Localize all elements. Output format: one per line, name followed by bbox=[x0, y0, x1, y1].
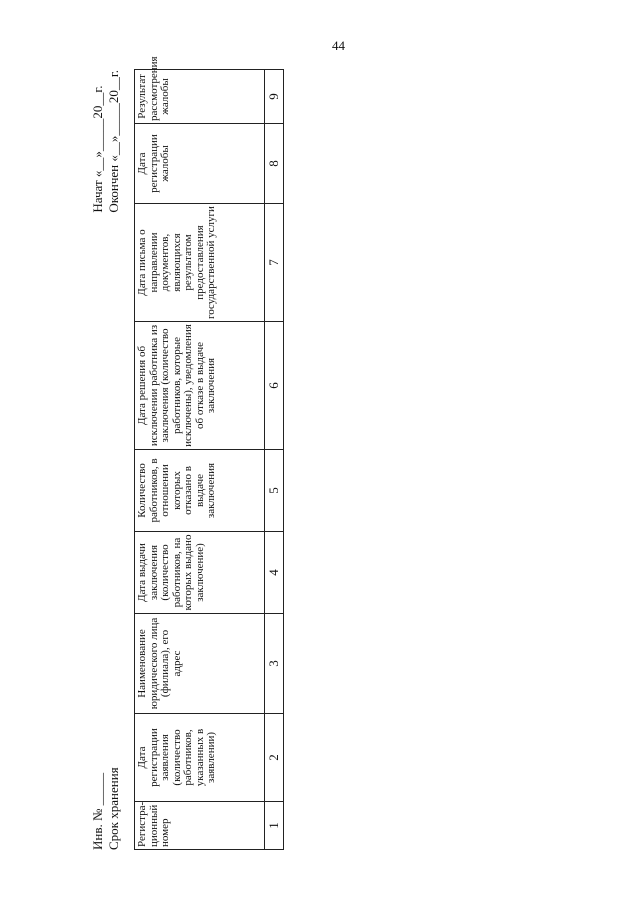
page-number: 44 bbox=[332, 38, 345, 53]
header-row bbox=[135, 70, 265, 850]
column-number: 6 bbox=[265, 322, 284, 450]
finished-date: Окончен «__»_____20__г. bbox=[106, 70, 121, 213]
inventory-number: Инв. № _____ bbox=[90, 772, 105, 850]
column-header: Результат рассмотрения жалобы bbox=[135, 70, 265, 124]
storage-period: Срок хранения bbox=[106, 767, 121, 850]
column-header: Регистра-ционный номер bbox=[135, 802, 265, 850]
column-number: 5 bbox=[265, 450, 284, 532]
column-number: 7 bbox=[265, 204, 284, 322]
column-header: Дата решения об исключении работника из заключения (количество работников, которые исключены), уведомления об отказе в выдаче заключения bbox=[135, 322, 265, 450]
column-number: 1 bbox=[265, 802, 284, 850]
column-number: 3 bbox=[265, 614, 284, 714]
column-header: Дата регистрации заявления (количество работников, указанных в заявлении) bbox=[135, 714, 265, 802]
column-header: Наименование юридического лица (филиала), его адрес bbox=[135, 614, 265, 714]
column-header: Дата выдачи заключения (количество работников, на которых выдано заключение) bbox=[135, 532, 265, 614]
column-number: 4 bbox=[265, 532, 284, 614]
register-meta-right bbox=[90, 70, 122, 213]
column-number-row bbox=[265, 70, 284, 850]
column-header: Количество работников, в отношении которых отказано в выдаче заключения bbox=[135, 450, 265, 532]
rotated-register-form bbox=[90, 56, 286, 850]
column-number: 9 bbox=[265, 70, 284, 124]
column-number: 2 bbox=[265, 714, 284, 802]
column-header: Дата регистрации жалобы bbox=[135, 124, 265, 204]
started-date: Начат «__»_____20__г. bbox=[90, 85, 105, 213]
column-number: 8 bbox=[265, 124, 284, 204]
column-header: Дата письма о направлении документов, являющихся результатом предоставления государственной услуги bbox=[135, 204, 265, 322]
register-table bbox=[134, 56, 284, 850]
register-meta-left bbox=[90, 767, 122, 850]
